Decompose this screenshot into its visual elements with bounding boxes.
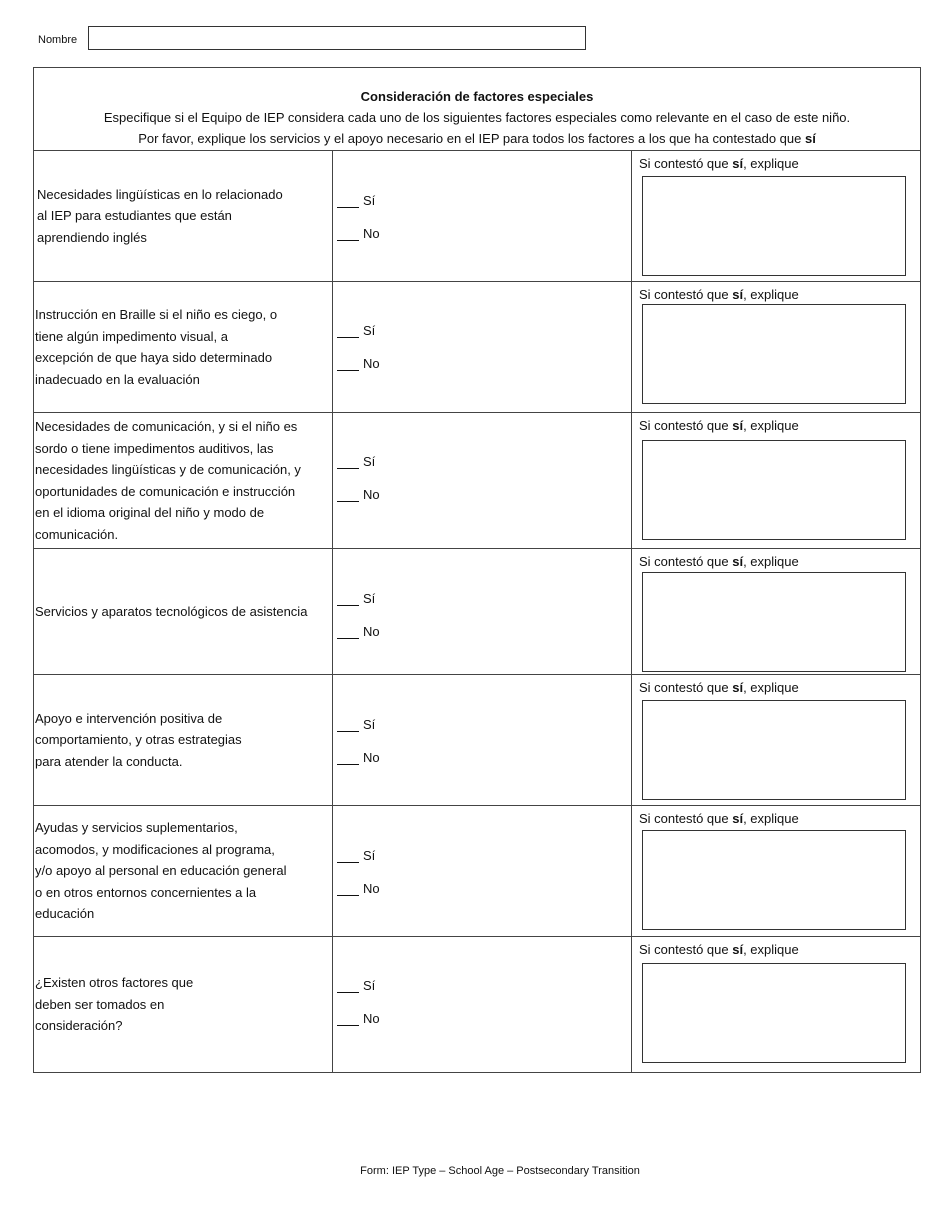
answer-cell [333,413,632,549]
yes-label: Sí [363,323,376,338]
header-title: Consideración de factores especiales [360,89,594,104]
no-label: No [363,624,380,639]
no-label: No [363,487,380,502]
factor-row [34,549,921,675]
no-blank[interactable] [337,752,359,765]
factor-cell [34,549,333,675]
factor-text: Necesidades lingüísticas en lo relacionado al IEP para estudiantes que están aprendiendo inglés [37,186,283,245]
no-option[interactable] [337,745,631,765]
yes-blank[interactable] [337,195,359,208]
explain-label: Si contestó que sí, explique [639,942,799,957]
no-blank[interactable] [337,358,359,371]
explain-cell [632,549,921,675]
explain-label: Si contestó que sí, explique [639,554,799,569]
no-option[interactable] [337,1006,631,1026]
no-option[interactable] [337,876,631,896]
special-factors-table [33,67,921,1073]
no-label: No [363,1011,380,1026]
explain-textbox[interactable] [642,963,906,1063]
explain-textbox[interactable] [642,304,906,404]
factor-cell [34,937,333,1073]
answer-cell [333,151,632,282]
table-header [34,68,921,151]
factor-cell [34,151,333,282]
factor-text: Ayudas y servicios suplementarios, acomodos, y modificaciones al programa, y/o apoyo al personal en educación general o en otros entornos concernientes a la educación [35,820,287,922]
factor-cell [34,282,333,413]
no-option[interactable] [337,619,631,639]
yes-label: Sí [363,193,376,208]
form-footer: Form: IEP Type – School Age – Postsecondary Transition [360,1165,640,1177]
yes-blank[interactable] [337,456,359,469]
name-label: Nombre [38,34,78,46]
header-instructions: Especifique si el Equipo de IEP considera cada uno de los siguientes factores especiales como relevante en el caso de este niño. [103,110,851,125]
yes-blank[interactable] [337,325,359,338]
answer-cell [333,549,632,675]
explain-textbox[interactable] [642,700,906,800]
factor-text: Instrucción en Braille si el niño es ciego, o tiene algún impedimento visual, a excepción de que haya sido determinado inadecuado en la evaluación [35,307,278,387]
explain-label: Si contestó que sí, explique [639,680,799,695]
explain-cell [632,151,921,282]
header-explain-instructions [34,128,920,149]
factor-row [34,806,921,937]
yes-option[interactable] [337,188,631,208]
header-line2-bold: sí [804,131,816,146]
explain-textbox[interactable] [642,830,906,930]
yes-option[interactable] [337,843,631,863]
yes-label: Sí [363,848,376,863]
factor-row [34,151,921,282]
explain-textbox[interactable] [642,572,906,672]
no-blank[interactable] [337,489,359,502]
factor-row [34,937,921,1073]
yes-label: Sí [363,591,376,606]
explain-cell [632,675,921,806]
yes-option[interactable] [337,712,631,732]
factor-text: ¿Existen otros factores que deben ser tomados en consideración? [35,975,194,1034]
yes-blank[interactable] [337,719,359,732]
yes-option[interactable] [337,973,631,993]
explain-label: Si contestó que sí, explique [639,418,799,433]
answer-cell [333,937,632,1073]
factor-text: Necesidades de comunicación, y si el niño es sordo o tiene impedimentos auditivos, las necesidades lingüísticas y de comunicación, y oportunidades de comunicación e instrucción en el idioma original del niño y modo de comunicación. [35,419,301,542]
no-option[interactable] [337,482,631,502]
name-row [38,26,598,52]
factor-text: Servicios y aparatos tecnológicos de asistencia [35,603,308,619]
no-label: No [363,881,380,896]
explain-cell [632,413,921,549]
yes-label: Sí [363,978,376,993]
explain-label: Si contestó que sí, explique [639,287,799,302]
explain-cell [632,937,921,1073]
no-option[interactable] [337,221,631,241]
explain-cell [632,282,921,413]
factor-cell [34,675,333,806]
factor-text: Apoyo e intervención positiva de comportamiento, y otras estrategias para atender la conducta. [35,710,242,769]
explain-textbox[interactable] [642,176,906,276]
no-label: No [363,356,380,371]
yes-option[interactable] [337,586,631,606]
yes-blank[interactable] [337,593,359,606]
explain-label: Si contestó que sí, explique [639,811,799,826]
no-blank[interactable] [337,883,359,896]
answer-cell [333,282,632,413]
yes-option[interactable] [337,318,631,338]
factor-row [34,675,921,806]
yes-option[interactable] [337,449,631,469]
explain-textbox[interactable] [642,440,906,540]
factor-cell [34,413,333,549]
no-label: No [363,226,380,241]
no-blank[interactable] [337,228,359,241]
factor-row [34,413,921,549]
yes-blank[interactable] [337,850,359,863]
yes-label: Sí [363,454,376,469]
no-option[interactable] [337,351,631,371]
explain-cell [632,806,921,937]
yes-label: Sí [363,717,376,732]
no-blank[interactable] [337,1013,359,1026]
answer-cell [333,806,632,937]
explain-label: Si contestó que sí, explique [639,156,799,171]
no-blank[interactable] [337,626,359,639]
no-label: No [363,750,380,765]
header-line2-text: Por favor, explique los servicios y el apoyo necesario en el IEP para todos los factores a los que ha contestado que [138,131,805,146]
yes-blank[interactable] [337,980,359,993]
name-input[interactable] [88,26,586,50]
factor-row [34,282,921,413]
factor-cell [34,806,333,937]
answer-cell [333,675,632,806]
